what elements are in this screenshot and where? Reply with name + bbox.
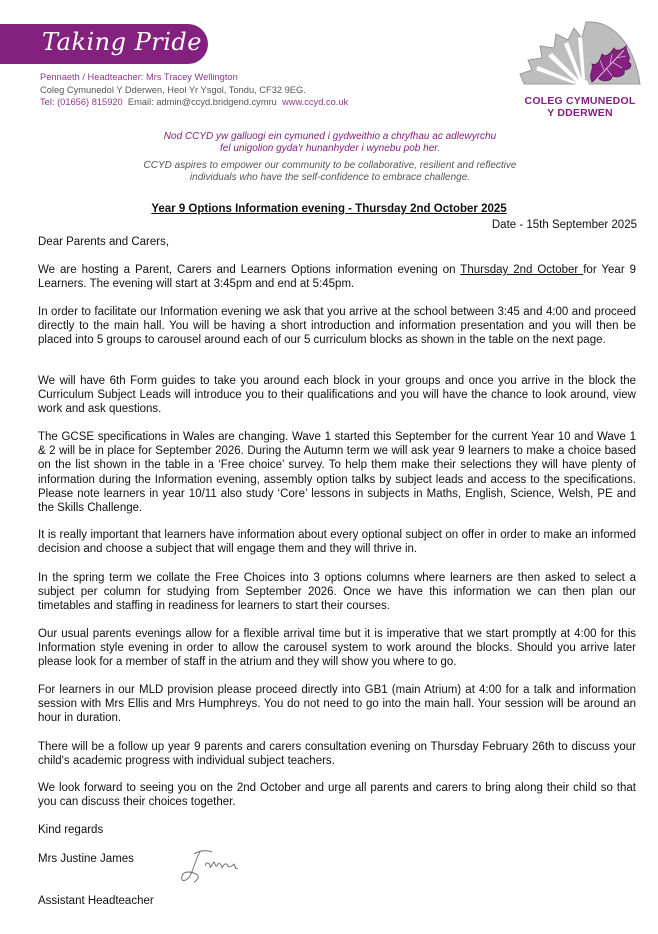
p1-text: We are hosting a Parent, Carers and Learners Options information evening on: [38, 264, 461, 276]
letter-date: Date - 15th September 2025: [491, 219, 637, 231]
email-label: Email:: [122, 97, 157, 107]
school-name-line1: COLEG CYMUNEDOL: [524, 95, 636, 107]
contact-block: [40, 71, 348, 109]
letter-title: Year 9 Options Information evening - Thursday 2nd October 2025: [151, 203, 507, 215]
paragraph-8: For learners in our MLD provision please proceed directly into GB1 (main Atrium) at 4:00 for a talk and information session with Mrs Ellis and Mrs Humphreys. You do not need to go into the main hall. Your session will be around an hour in duration.: [38, 684, 636, 725]
school-name-line2: Y DDERWEN: [547, 107, 613, 119]
paragraph-4: The GCSE specifications in Wales are changing. Wave 1 started this September for the current Year 10 and Wave 1 & 2 will be in place for September 2026. During the Autumn term we will ask year 9 learners to make a choice based on the list shown in the table in a ‘Free choice’ survey. To help them make their selections they will have plenty of information during the Information evening, assembly option talks by subject leads and access to the specifications. Please note learners in year 10/11 also study ‘Core’ lessons in subjects in Maths, English, Science, Welsh, PE and the Skills Challenge.: [38, 431, 636, 515]
p1-text-end: for Year 9 Learners. The evening will start at 3:45pm and end at 5:45pm.: [38, 264, 637, 291]
school-name: [505, 95, 655, 119]
salutation: Dear Parents and Carers,: [38, 236, 170, 248]
welsh-motto-line1: Nod CCYD yw galluogi ein cymuned i gydweithio a chryfhau ac adlewyrchu: [163, 131, 497, 142]
closing: Kind regards: [38, 824, 104, 836]
taking-pride-banner: [0, 24, 208, 64]
headteacher-line: [40, 71, 348, 84]
paragraph-1: [38, 263, 636, 291]
address-line: Coleg Cymunedol Y Dderwen, Heol Yr Ysgol, Tondu, CF32 9EG.: [40, 84, 306, 95]
welsh-motto: [80, 131, 580, 155]
signatory-name: Mrs Justine James: [38, 853, 134, 865]
headteacher-name: Mrs Tracey Wellington: [145, 72, 238, 82]
headteacher-label: Pennaeth / Headteacher:: [40, 72, 146, 82]
handwritten-signature-icon: [178, 846, 248, 886]
banner-text: Taking Pride: [42, 28, 202, 56]
paragraph-6: In the spring term we collate the Free Choices into 3 options columns where learners are then asked to select a subject per column for studying from September 2026. Once we have this information we can then plan our timetables and staffing in readiness for learners to start their courses.: [38, 572, 636, 613]
paragraph-9: There will be a follow up year 9 parents and carers consultation evening on Thursday February 26th to discuss your child's academic progress with individual subject teachers.: [38, 741, 636, 768]
paragraph-5: It is really important that learners have information about every optional subject on offer in order to make an informed decision and choose a subject that will engage them and they will thrive in.: [38, 529, 636, 556]
tel-label: Tel:: [40, 97, 58, 107]
signatory-role: Assistant Headteacher: [38, 895, 154, 907]
event-date-underlined: Thursday 2nd October: [460, 264, 584, 276]
website-link[interactable]: www.ccyd.co.uk: [282, 97, 349, 107]
contact-line: [40, 96, 348, 109]
english-motto-line2: individuals who have the self-confidence to embrace challenge.: [189, 172, 471, 183]
paragraph-2: In order to facilitate our Information evening we ask that you arrive at the school between 3:45 and 4:00 and proceed directly to the main hall. You will be having a short introduction and information presentation and you will then be placed into 5 groups to carousel around each of our 5 curriculum blocks as shown in the table on the next page.: [38, 306, 636, 347]
tel-number: (01656) 815920: [57, 97, 123, 107]
paragraph-3: We will have 6th Form guides to take you around each block in your groups and once you arrive in the block the Curriculum Subject Leads will introduce you to their qualifications and you will have the chance to look around, view work and ask questions.: [38, 375, 636, 416]
email-link[interactable]: admin@ccyd.bridgend.cymru: [156, 97, 277, 107]
english-motto: [80, 160, 580, 184]
paragraph-10: We look forward to seeing you on the 2nd October and urge all parents and carers to bring along their child so that you can discuss their choices together.: [38, 782, 636, 809]
welsh-motto-line2: fel unigolion gyda'r hunanhyder i wynebu pob her.: [219, 143, 441, 154]
paragraph-7: Our usual parents evenings allow for a flexible arrival time but it is imperative that we start promptly at 4:00 for this Information style evening in order to allow the carousel system to work around the blocks. Should you arrive later please look for a member of staff in the atrium and they will show you where to go.: [38, 628, 636, 669]
english-motto-line1: CCYD aspires to empower our community to be collaborative, resilient and reflective: [143, 160, 517, 171]
